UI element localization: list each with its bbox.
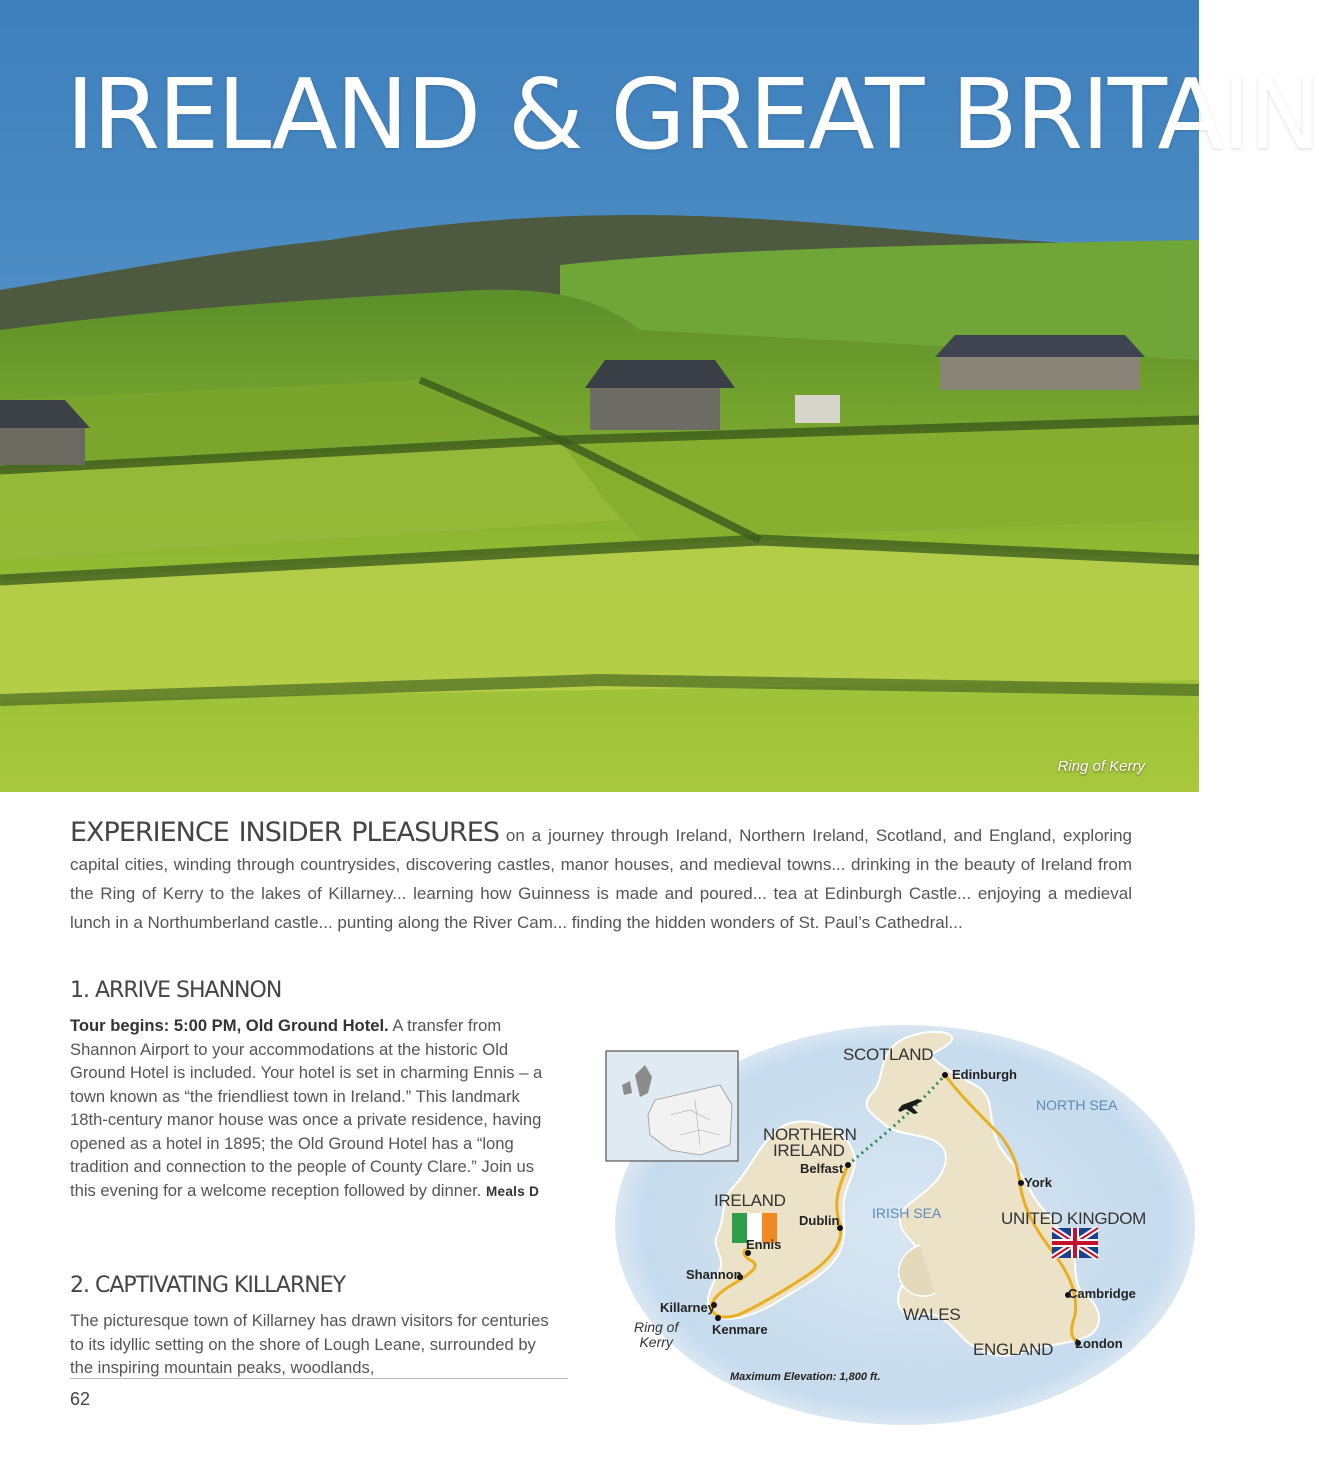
city-belfast: Belfast bbox=[800, 1161, 844, 1176]
city-london: London bbox=[1075, 1336, 1123, 1351]
region-ireland: IRELAND bbox=[714, 1191, 786, 1210]
sea-irish: IRISH SEA bbox=[872, 1205, 942, 1221]
footer-divider bbox=[70, 1378, 568, 1379]
day1-meals: Meals D bbox=[486, 1183, 540, 1199]
title-great-britain: GREAT BRITAIN bbox=[610, 58, 1319, 171]
day2-heading: 2. CAPTIVATING KILLARNEY bbox=[70, 1273, 346, 1298]
city-killarney: Killarney bbox=[660, 1300, 715, 1315]
intro-text: on a journey through Ireland, Northern Ireland, Scotland, and England, exploring capital cities, winding through countrysides, discovering castles, manor houses, and medieval towns... drinking in the beauty of Ireland from the Ring of Kerry to the lakes of Killarney... learning how Guinness is made and poured... tea at Edinburgh Castle... enjoying a medieval lunch in a Northumberland castle... punting along the River Cam... finding the hidden wonders of St. Paul’s Cathedral... bbox=[70, 826, 1132, 932]
page-title bbox=[66, 58, 1319, 171]
elevation-note: Maximum Elevation: 1,800 ft. bbox=[730, 1371, 881, 1383]
intro-paragraph bbox=[70, 818, 1132, 937]
city-shannon: Shannon bbox=[686, 1267, 742, 1282]
day2-body: The picturesque town of Killarney has drawn visitors for centuries to its idyllic setting on the shore of Lough Leane, surrounded by the inspiring mountain peaks, woodlands, bbox=[70, 1311, 549, 1377]
title-ampersand: & bbox=[479, 58, 611, 171]
day1-text: A transfer from Shannon Airport to your accommodations at the historic Old Ground Hotel is included. Your hotel is set in charming Ennis – a town known as “the friendliest town in Ireland.” This landmark 18th-century manor house was once a private residence, having opened as a hotel in 1895; the Old Ground Hotel has a “long tradition and connection to the people of County Clare.” Join us this evening for a welcome reception followed by dinner. bbox=[70, 1016, 543, 1200]
sea-north: NORTH SEA bbox=[1036, 1097, 1118, 1113]
day1-lead: Tour begins: 5:00 PM, Old Ground Hotel. bbox=[70, 1016, 389, 1035]
title-ireland: IRELAND bbox=[66, 58, 480, 171]
page-number: 62 bbox=[70, 1389, 91, 1409]
ring-of-kerry-label bbox=[634, 1320, 678, 1350]
route-map bbox=[600, 1015, 1170, 1425]
region-northern-ireland bbox=[763, 1127, 857, 1159]
day1-heading: 1. ARRIVE SHANNON bbox=[70, 978, 282, 1003]
city-dublin: Dublin bbox=[799, 1213, 840, 1228]
region-united-kingdom: UNITED KINGDOM bbox=[1001, 1209, 1147, 1228]
uk-flag-icon bbox=[1052, 1228, 1098, 1258]
ring-of-kerry-line1: Ring of bbox=[634, 1319, 679, 1335]
photo-caption: Ring of Kerry bbox=[1057, 758, 1145, 775]
region-scotland: SCOTLAND bbox=[843, 1045, 934, 1064]
city-ennis: Ennis bbox=[746, 1237, 782, 1252]
ring-of-kerry-line2: Kerry bbox=[639, 1334, 673, 1350]
region-ni-line2: IRELAND bbox=[773, 1141, 845, 1160]
intro-lead: EXPERIENCE INSIDER PLEASURES bbox=[70, 817, 499, 848]
city-cambridge: Cambridge bbox=[1068, 1286, 1136, 1301]
city-york: York bbox=[1024, 1175, 1052, 1190]
day1-body bbox=[70, 1014, 562, 1203]
city-kenmare: Kenmare bbox=[712, 1322, 768, 1337]
region-wales: WALES bbox=[903, 1305, 961, 1324]
city-edinburgh: Edinburgh bbox=[952, 1067, 1017, 1082]
region-ni-line1: NORTHERN bbox=[763, 1125, 857, 1144]
region-england: ENGLAND bbox=[973, 1340, 1054, 1359]
